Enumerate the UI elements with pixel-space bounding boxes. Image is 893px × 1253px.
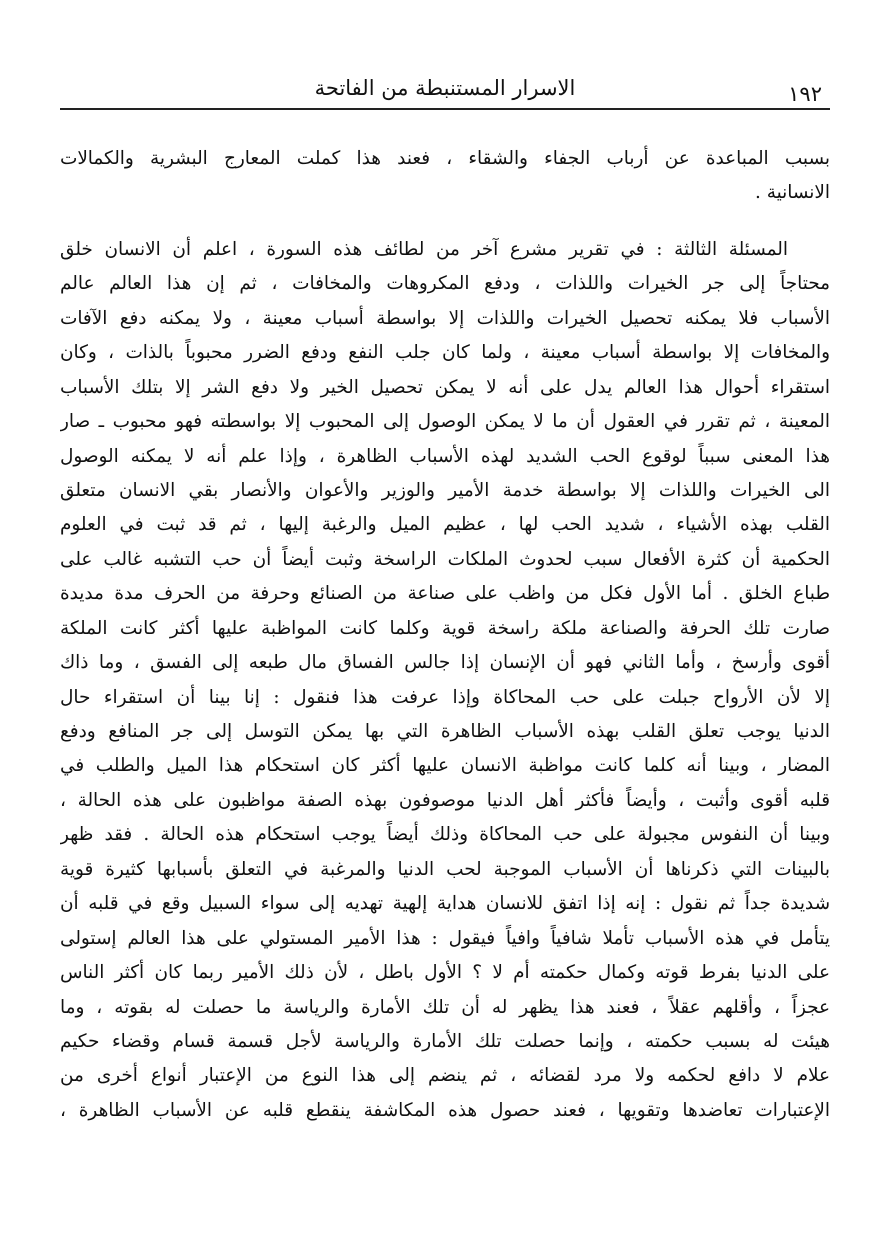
text-line: المعينة ، ثم تقرر في العقول أن ما لا يمكن الوصول إلى المحبوب إلا بواسطته فهو محبوب ـ صار bbox=[60, 411, 830, 433]
text-line: وبينا أن النفوس مجبولة على حب المحاكاة وذلك أيضاً يوجب استحكام هذه الحالة . فقد ظهر bbox=[60, 824, 830, 846]
text-line: الى الخيرات واللذات إلا بواسطة خدمة الأمير والوزير والأعوان والأنصار بقي الانسان متعلق bbox=[60, 479, 830, 501]
page-header bbox=[60, 68, 830, 110]
text-line: الحكمية أن كثرة الأفعال سبب لحدوث الملكات الراسخة وثبت أيضاً أن حب التشبه غالب على bbox=[60, 548, 830, 570]
body-text bbox=[60, 142, 830, 1128]
text-line: هيئت له بسبب حكمته ، وإنما حصلت تلك الأمارة والرياسة لأجل قسمة قسام وقضاء حكيم bbox=[60, 1030, 830, 1052]
text-line: يتأمل في هذه الأسباب تأملا شافياً وافياً فيقول : هذا الأمير المستولي على هذا العالم إستولى bbox=[60, 927, 830, 949]
text-line: محتاجاً إلى جر الخيرات واللذات ، ودفع المكروهات والمخافات ، ثم إن هذا العالم عالم bbox=[60, 273, 830, 295]
paragraph-1 bbox=[60, 142, 830, 211]
text-line: إلا لأن الأرواح جبلت على حب المحاكاة وإذا عرفت هذا فنقول : إنا بينا أن استقراء حال bbox=[60, 686, 830, 708]
text-line: القلب بهذه الأشياء ، شديد الحب لها ، عظيم الميل والرغبة إليها ، ثم قد ثبت في العلوم bbox=[60, 514, 830, 536]
text-line: طباع الخلق . أما الأول فكل من واظب على صناعة من الصنائع وحرفة من الحرف مدة مديدة bbox=[60, 583, 830, 605]
running-title: الاسرار المستنبطة من الفاتحة bbox=[314, 76, 576, 100]
text-line: استقراء أحوال هذا العالم يدل على أنه لا يمكن تحصيل الخير ولا دفع الشر إلا بتلك الأسباب bbox=[60, 376, 830, 398]
page-number: ١٩٢ bbox=[788, 82, 822, 106]
text-line: المضار ، وبينا أنه كلما كانت مواظبة الانسان عليها أكثر كان استحكام هذا الميل والطلب في bbox=[60, 755, 830, 777]
paragraph-gap bbox=[60, 211, 830, 233]
text-line: أقوى وأرسخ ، وأما الثاني فهو أن الإنسان إذا جالس الفساق مال طبعه إلى الفسق ، وما ذاك bbox=[60, 652, 830, 674]
paragraph-2 bbox=[60, 233, 830, 1128]
text-line: الانسانية . bbox=[755, 182, 830, 204]
text-line: بسبب المباعدة عن أرباب الجفاء والشقاء ، فعند هذا كملت المعارج البشرية والكمالات bbox=[60, 148, 830, 169]
text-line: على الدنيا بفرط قوته وكمال حكمته أم لا ؟ الأول باطل ، لأن ذلك الأمير ربما كان أكثر الناس bbox=[60, 962, 830, 984]
text-line: شديدة جداً ثم نقول : إنه إذا اتفق للانسان هداية إلهية تهديه إلى سواء السبيل وقع في قلبه أن bbox=[60, 893, 830, 915]
text-line: الأسباب فلا يمكنه تحصيل الخيرات واللذات إلا بواسطة أسباب معينة ، ولا يمكنه دفع الآفات bbox=[60, 307, 830, 329]
text-line: الإعتبارات تعاضدها وتقويها ، فعند حصول هذه المكاشفة ينقطع قلبه عن الأسباب الظاهرة ، bbox=[60, 1099, 830, 1121]
text-line: الدنيا يوجب تعلق القلب بهذه الأسباب الظاهرة التي بها يمكن التوسل إلى جر المنافع ودفع bbox=[60, 721, 830, 742]
text-line: علام لا دافع لحكمه ولا مرد لقضائه ، ثم ينضم إلى هذا النوع من الإعتبار أنواع أخرى من bbox=[60, 1065, 830, 1087]
text-line: والمخافات إلا بواسطة أسباب معينة ، ولما كان جلب النفع ودفع الضرر محبوباً بالذات ، وكان bbox=[60, 342, 830, 364]
text-line: عجزاً ، وأقلهم عقلاً ، فعند هذا يظهر له أن تلك الأمارة والرياسة ما حصلت له بقوته ، وما bbox=[60, 996, 830, 1018]
text-line: هذا المعنى سبباً لوقوع الحب الشديد لهذه الأسباب الظاهرة ، وإذا علم أنه لا يمكنه الوصول bbox=[60, 445, 830, 467]
text-line: قلبه أقوى وأثبت ، وأيضاً فأكثر أهل الدنيا موصوفون بهذه الصفة مواظبون على هذه الحالة ، bbox=[60, 789, 830, 811]
text-line: المسئلة الثالثة : في تقرير مشرع آخر من لطائف هذه السورة ، اعلم أن الانسان خلق bbox=[60, 238, 788, 260]
text-line: صارت تلك الحرفة والصناعة ملكة راسخة قوية وكلما كانت المواظبة عليها أكثر كانت الملكة bbox=[60, 617, 830, 639]
text-line: بالبينات التي ذكرناها أن الأسباب الموجبة لحب الدنيا والمرغبة في التعلق بأسبابها كثيرة قوية bbox=[60, 858, 830, 880]
